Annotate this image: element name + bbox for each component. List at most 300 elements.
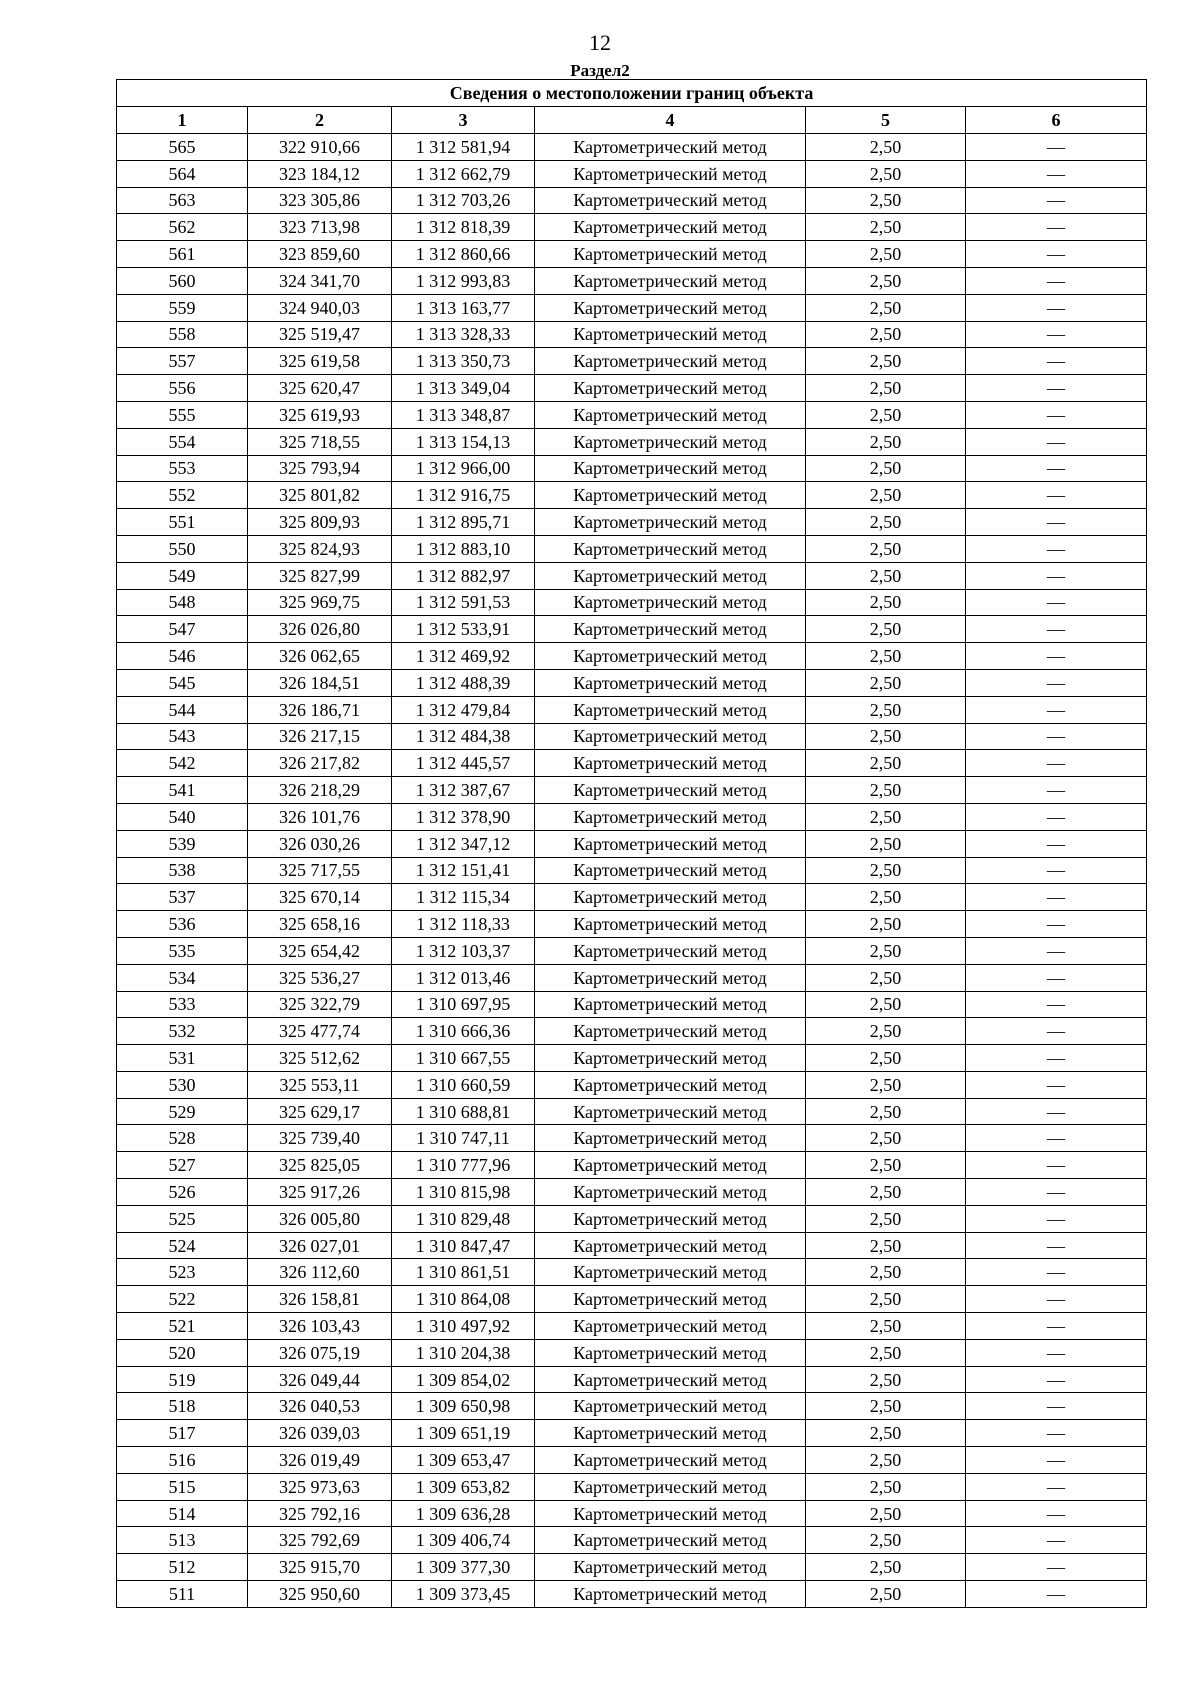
x-coordinate-cell: 324 341,70 xyxy=(248,267,392,294)
method-cell: Картометрический метод xyxy=(535,187,806,214)
x-coordinate-cell: 326 184,51 xyxy=(248,669,392,696)
accuracy-cell: 2,50 xyxy=(806,535,966,562)
x-coordinate-cell: 325 536,27 xyxy=(248,964,392,991)
accuracy-cell: 2,50 xyxy=(806,1581,966,1608)
y-coordinate-cell: 1 312 882,97 xyxy=(392,562,535,589)
x-coordinate-cell: 325 322,79 xyxy=(248,991,392,1018)
description-cell: — xyxy=(966,321,1147,348)
point-number-cell: 558 xyxy=(117,321,248,348)
point-number-cell: 512 xyxy=(117,1554,248,1581)
description-cell: — xyxy=(966,1045,1147,1072)
accuracy-cell: 2,50 xyxy=(806,1098,966,1125)
x-coordinate-cell: 323 184,12 xyxy=(248,160,392,187)
description-cell: — xyxy=(966,134,1147,161)
method-cell: Картометрический метод xyxy=(535,1473,806,1500)
description-cell: — xyxy=(966,375,1147,402)
method-cell: Картометрический метод xyxy=(535,160,806,187)
y-coordinate-cell: 1 310 815,98 xyxy=(392,1179,535,1206)
method-cell: Картометрический метод xyxy=(535,1447,806,1474)
method-cell: Картометрический метод xyxy=(535,428,806,455)
point-number-cell: 521 xyxy=(117,1313,248,1340)
point-number-cell: 519 xyxy=(117,1366,248,1393)
description-cell: — xyxy=(966,401,1147,428)
point-number-cell: 544 xyxy=(117,696,248,723)
method-cell: Картометрический метод xyxy=(535,1393,806,1420)
description-cell: — xyxy=(966,1366,1147,1393)
method-cell: Картометрический метод xyxy=(535,750,806,777)
point-number-cell: 514 xyxy=(117,1500,248,1527)
accuracy-cell: 2,50 xyxy=(806,294,966,321)
method-cell: Картометрический метод xyxy=(535,857,806,884)
x-coordinate-cell: 326 040,53 xyxy=(248,1393,392,1420)
x-coordinate-cell: 325 553,11 xyxy=(248,1071,392,1098)
y-coordinate-cell: 1 312 469,92 xyxy=(392,643,535,670)
y-coordinate-cell: 1 312 484,38 xyxy=(392,723,535,750)
y-coordinate-cell: 1 310 829,48 xyxy=(392,1205,535,1232)
point-number-cell: 551 xyxy=(117,509,248,536)
x-coordinate-cell: 325 792,16 xyxy=(248,1500,392,1527)
table-row xyxy=(117,1045,1147,1072)
accuracy-cell: 2,50 xyxy=(806,1179,966,1206)
description-cell: — xyxy=(966,1232,1147,1259)
point-number-cell: 536 xyxy=(117,911,248,938)
coordinates-table xyxy=(116,79,1147,1608)
description-cell: — xyxy=(966,160,1147,187)
accuracy-cell: 2,50 xyxy=(806,401,966,428)
point-number-cell: 550 xyxy=(117,535,248,562)
table-row xyxy=(117,509,1147,536)
description-cell: — xyxy=(966,1018,1147,1045)
y-coordinate-cell: 1 312 479,84 xyxy=(392,696,535,723)
y-coordinate-cell: 1 309 636,28 xyxy=(392,1500,535,1527)
method-cell: Картометрический метод xyxy=(535,1286,806,1313)
accuracy-cell: 2,50 xyxy=(806,723,966,750)
accuracy-cell: 2,50 xyxy=(806,1018,966,1045)
method-cell: Картометрический метод xyxy=(535,589,806,616)
method-cell: Картометрический метод xyxy=(535,1500,806,1527)
x-coordinate-cell: 325 825,05 xyxy=(248,1152,392,1179)
accuracy-cell: 2,50 xyxy=(806,830,966,857)
y-coordinate-cell: 1 312 993,83 xyxy=(392,267,535,294)
description-cell: — xyxy=(966,1205,1147,1232)
accuracy-cell: 2,50 xyxy=(806,964,966,991)
y-coordinate-cell: 1 313 154,13 xyxy=(392,428,535,455)
description-cell: — xyxy=(966,509,1147,536)
table-row xyxy=(117,696,1147,723)
method-cell: Картометрический метод xyxy=(535,375,806,402)
point-number-cell: 524 xyxy=(117,1232,248,1259)
y-coordinate-cell: 1 309 653,82 xyxy=(392,1473,535,1500)
table-row xyxy=(117,857,1147,884)
x-coordinate-cell: 324 940,03 xyxy=(248,294,392,321)
accuracy-cell: 2,50 xyxy=(806,589,966,616)
x-coordinate-cell: 325 629,17 xyxy=(248,1098,392,1125)
y-coordinate-cell: 1 312 151,41 xyxy=(392,857,535,884)
point-number-cell: 531 xyxy=(117,1045,248,1072)
point-number-cell: 561 xyxy=(117,241,248,268)
description-cell: — xyxy=(966,777,1147,804)
x-coordinate-cell: 325 658,16 xyxy=(248,911,392,938)
method-cell: Картометрический метод xyxy=(535,1420,806,1447)
description-cell: — xyxy=(966,616,1147,643)
point-number-cell: 511 xyxy=(117,1581,248,1608)
accuracy-cell: 2,50 xyxy=(806,643,966,670)
point-number-cell: 532 xyxy=(117,1018,248,1045)
accuracy-cell: 2,50 xyxy=(806,1232,966,1259)
description-cell: — xyxy=(966,241,1147,268)
table-row xyxy=(117,294,1147,321)
description-cell: — xyxy=(966,428,1147,455)
accuracy-cell: 2,50 xyxy=(806,267,966,294)
point-number-cell: 565 xyxy=(117,134,248,161)
table-row xyxy=(117,750,1147,777)
y-coordinate-cell: 1 313 350,73 xyxy=(392,348,535,375)
point-number-cell: 534 xyxy=(117,964,248,991)
accuracy-cell: 2,50 xyxy=(806,803,966,830)
x-coordinate-cell: 325 512,62 xyxy=(248,1045,392,1072)
description-cell: — xyxy=(966,1393,1147,1420)
x-coordinate-cell: 325 619,58 xyxy=(248,348,392,375)
x-coordinate-cell: 326 039,03 xyxy=(248,1420,392,1447)
x-coordinate-cell: 326 158,81 xyxy=(248,1286,392,1313)
point-number-cell: 563 xyxy=(117,187,248,214)
point-number-cell: 564 xyxy=(117,160,248,187)
accuracy-cell: 2,50 xyxy=(806,455,966,482)
description-cell: — xyxy=(966,187,1147,214)
table-row xyxy=(117,535,1147,562)
accuracy-cell: 2,50 xyxy=(806,1447,966,1474)
method-cell: Картометрический метод xyxy=(535,991,806,1018)
x-coordinate-cell: 325 519,47 xyxy=(248,321,392,348)
accuracy-cell: 2,50 xyxy=(806,1286,966,1313)
point-number-cell: 557 xyxy=(117,348,248,375)
table-row xyxy=(117,884,1147,911)
method-cell: Картометрический метод xyxy=(535,1527,806,1554)
table-row xyxy=(117,1205,1147,1232)
description-cell: — xyxy=(966,1500,1147,1527)
y-coordinate-cell: 1 310 688,81 xyxy=(392,1098,535,1125)
description-cell: — xyxy=(966,562,1147,589)
point-number-cell: 538 xyxy=(117,857,248,884)
point-number-cell: 546 xyxy=(117,643,248,670)
description-cell: — xyxy=(966,294,1147,321)
y-coordinate-cell: 1 309 377,30 xyxy=(392,1554,535,1581)
table-row xyxy=(117,1098,1147,1125)
description-cell: — xyxy=(966,1286,1147,1313)
table-row xyxy=(117,1259,1147,1286)
x-coordinate-cell: 326 218,29 xyxy=(248,777,392,804)
accuracy-cell: 2,50 xyxy=(806,509,966,536)
description-cell: — xyxy=(966,991,1147,1018)
method-cell: Картометрический метод xyxy=(535,1554,806,1581)
table-row xyxy=(117,643,1147,670)
method-cell: Картометрический метод xyxy=(535,1071,806,1098)
method-cell: Картометрический метод xyxy=(535,1313,806,1340)
description-cell: — xyxy=(966,267,1147,294)
y-coordinate-cell: 1 312 445,57 xyxy=(392,750,535,777)
accuracy-cell: 2,50 xyxy=(806,1125,966,1152)
description-cell: — xyxy=(966,1259,1147,1286)
point-number-cell: 515 xyxy=(117,1473,248,1500)
method-cell: Картометрический метод xyxy=(535,294,806,321)
y-coordinate-cell: 1 312 581,94 xyxy=(392,134,535,161)
description-cell: — xyxy=(966,535,1147,562)
point-number-cell: 513 xyxy=(117,1527,248,1554)
method-cell: Картометрический метод xyxy=(535,1259,806,1286)
column-header-1: 1 xyxy=(117,107,248,134)
method-cell: Картометрический метод xyxy=(535,1152,806,1179)
table-row xyxy=(117,1232,1147,1259)
y-coordinate-cell: 1 309 406,74 xyxy=(392,1527,535,1554)
column-header-4: 4 xyxy=(535,107,806,134)
table-row xyxy=(117,589,1147,616)
method-cell: Картометрический метод xyxy=(535,535,806,562)
y-coordinate-cell: 1 312 118,33 xyxy=(392,911,535,938)
point-number-cell: 554 xyxy=(117,428,248,455)
x-coordinate-cell: 325 477,74 xyxy=(248,1018,392,1045)
accuracy-cell: 2,50 xyxy=(806,214,966,241)
method-cell: Картометрический метод xyxy=(535,723,806,750)
table-row xyxy=(117,375,1147,402)
method-cell: Картометрический метод xyxy=(535,348,806,375)
x-coordinate-cell: 326 075,19 xyxy=(248,1339,392,1366)
description-cell: — xyxy=(966,937,1147,964)
y-coordinate-cell: 1 309 651,19 xyxy=(392,1420,535,1447)
accuracy-cell: 2,50 xyxy=(806,428,966,455)
x-coordinate-cell: 323 713,98 xyxy=(248,214,392,241)
x-coordinate-cell: 325 670,14 xyxy=(248,884,392,911)
method-cell: Картометрический метод xyxy=(535,1232,806,1259)
description-cell: — xyxy=(966,884,1147,911)
method-cell: Картометрический метод xyxy=(535,1098,806,1125)
y-coordinate-cell: 1 310 666,36 xyxy=(392,1018,535,1045)
table-row xyxy=(117,1286,1147,1313)
table-row xyxy=(117,214,1147,241)
description-cell: — xyxy=(966,1152,1147,1179)
x-coordinate-cell: 325 827,99 xyxy=(248,562,392,589)
point-number-cell: 525 xyxy=(117,1205,248,1232)
accuracy-cell: 2,50 xyxy=(806,937,966,964)
accuracy-cell: 2,50 xyxy=(806,1339,966,1366)
description-cell: — xyxy=(966,1071,1147,1098)
y-coordinate-cell: 1 310 204,38 xyxy=(392,1339,535,1366)
description-cell: — xyxy=(966,455,1147,482)
method-cell: Картометрический метод xyxy=(535,482,806,509)
y-coordinate-cell: 1 312 347,12 xyxy=(392,830,535,857)
x-coordinate-cell: 326 027,01 xyxy=(248,1232,392,1259)
y-coordinate-cell: 1 312 895,71 xyxy=(392,509,535,536)
accuracy-cell: 2,50 xyxy=(806,1259,966,1286)
accuracy-cell: 2,50 xyxy=(806,241,966,268)
description-cell: — xyxy=(966,1313,1147,1340)
description-cell: — xyxy=(966,1554,1147,1581)
x-coordinate-cell: 325 620,47 xyxy=(248,375,392,402)
description-cell: — xyxy=(966,857,1147,884)
x-coordinate-cell: 323 305,86 xyxy=(248,187,392,214)
table-row xyxy=(117,482,1147,509)
x-coordinate-cell: 326 005,80 xyxy=(248,1205,392,1232)
y-coordinate-cell: 1 312 916,75 xyxy=(392,482,535,509)
accuracy-cell: 2,50 xyxy=(806,1152,966,1179)
accuracy-cell: 2,50 xyxy=(806,884,966,911)
table-row xyxy=(117,241,1147,268)
method-cell: Картометрический метод xyxy=(535,777,806,804)
x-coordinate-cell: 326 026,80 xyxy=(248,616,392,643)
table-row xyxy=(117,1152,1147,1179)
table-row xyxy=(117,1473,1147,1500)
accuracy-cell: 2,50 xyxy=(806,1313,966,1340)
method-cell: Картометрический метод xyxy=(535,1366,806,1393)
accuracy-cell: 2,50 xyxy=(806,482,966,509)
method-cell: Картометрический метод xyxy=(535,616,806,643)
method-cell: Картометрический метод xyxy=(535,696,806,723)
point-number-cell: 526 xyxy=(117,1179,248,1206)
accuracy-cell: 2,50 xyxy=(806,1500,966,1527)
point-number-cell: 539 xyxy=(117,830,248,857)
y-coordinate-cell: 1 313 163,77 xyxy=(392,294,535,321)
accuracy-cell: 2,50 xyxy=(806,1473,966,1500)
table-row xyxy=(117,830,1147,857)
accuracy-cell: 2,50 xyxy=(806,616,966,643)
y-coordinate-cell: 1 309 373,45 xyxy=(392,1581,535,1608)
method-cell: Картометрический метод xyxy=(535,1045,806,1072)
point-number-cell: 527 xyxy=(117,1152,248,1179)
y-coordinate-cell: 1 312 488,39 xyxy=(392,669,535,696)
point-number-cell: 559 xyxy=(117,294,248,321)
column-header-2: 2 xyxy=(248,107,392,134)
point-number-cell: 547 xyxy=(117,616,248,643)
table-row xyxy=(117,1500,1147,1527)
point-number-cell: 545 xyxy=(117,669,248,696)
description-cell: — xyxy=(966,964,1147,991)
y-coordinate-cell: 1 313 349,04 xyxy=(392,375,535,402)
table-row xyxy=(117,1125,1147,1152)
point-number-cell: 549 xyxy=(117,562,248,589)
point-number-cell: 555 xyxy=(117,401,248,428)
description-cell: — xyxy=(966,830,1147,857)
table-row xyxy=(117,1179,1147,1206)
table-row xyxy=(117,134,1147,161)
point-number-cell: 533 xyxy=(117,991,248,1018)
point-number-cell: 543 xyxy=(117,723,248,750)
accuracy-cell: 2,50 xyxy=(806,1045,966,1072)
y-coordinate-cell: 1 312 703,26 xyxy=(392,187,535,214)
table-row xyxy=(117,991,1147,1018)
method-cell: Картометрический метод xyxy=(535,321,806,348)
description-cell: — xyxy=(966,1125,1147,1152)
x-coordinate-cell: 325 619,93 xyxy=(248,401,392,428)
point-number-cell: 548 xyxy=(117,589,248,616)
description-cell: — xyxy=(966,643,1147,670)
description-cell: — xyxy=(966,1098,1147,1125)
method-cell: Картометрический метод xyxy=(535,911,806,938)
y-coordinate-cell: 1 310 747,11 xyxy=(392,1125,535,1152)
description-cell: — xyxy=(966,1447,1147,1474)
method-cell: Картометрический метод xyxy=(535,1339,806,1366)
x-coordinate-cell: 325 654,42 xyxy=(248,937,392,964)
method-cell: Картометрический метод xyxy=(535,1581,806,1608)
table-row xyxy=(117,428,1147,455)
x-coordinate-cell: 325 718,55 xyxy=(248,428,392,455)
method-cell: Картометрический метод xyxy=(535,214,806,241)
description-cell: — xyxy=(966,1179,1147,1206)
y-coordinate-cell: 1 312 860,66 xyxy=(392,241,535,268)
accuracy-cell: 2,50 xyxy=(806,134,966,161)
x-coordinate-cell: 325 809,93 xyxy=(248,509,392,536)
method-cell: Картометрический метод xyxy=(535,134,806,161)
column-header-row xyxy=(117,107,1147,134)
accuracy-cell: 2,50 xyxy=(806,187,966,214)
description-cell: — xyxy=(966,696,1147,723)
y-coordinate-cell: 1 312 966,00 xyxy=(392,455,535,482)
accuracy-cell: 2,50 xyxy=(806,321,966,348)
accuracy-cell: 2,50 xyxy=(806,562,966,589)
method-cell: Картометрический метод xyxy=(535,267,806,294)
accuracy-cell: 2,50 xyxy=(806,1527,966,1554)
x-coordinate-cell: 325 973,63 xyxy=(248,1473,392,1500)
accuracy-cell: 2,50 xyxy=(806,1205,966,1232)
point-number-cell: 530 xyxy=(117,1071,248,1098)
x-coordinate-cell: 325 792,69 xyxy=(248,1527,392,1554)
table-row xyxy=(117,1554,1147,1581)
y-coordinate-cell: 1 312 818,39 xyxy=(392,214,535,241)
method-cell: Картометрический метод xyxy=(535,401,806,428)
point-number-cell: 562 xyxy=(117,214,248,241)
description-cell: — xyxy=(966,723,1147,750)
table-row xyxy=(117,1366,1147,1393)
table-row xyxy=(117,911,1147,938)
point-number-cell: 518 xyxy=(117,1393,248,1420)
point-number-cell: 542 xyxy=(117,750,248,777)
description-cell: — xyxy=(966,750,1147,777)
x-coordinate-cell: 326 062,65 xyxy=(248,643,392,670)
y-coordinate-cell: 1 312 115,34 xyxy=(392,884,535,911)
table-row xyxy=(117,267,1147,294)
x-coordinate-cell: 325 793,94 xyxy=(248,455,392,482)
x-coordinate-cell: 325 801,82 xyxy=(248,482,392,509)
method-cell: Картометрический метод xyxy=(535,1205,806,1232)
method-cell: Картометрический метод xyxy=(535,830,806,857)
table-row xyxy=(117,803,1147,830)
x-coordinate-cell: 325 969,75 xyxy=(248,589,392,616)
x-coordinate-cell: 326 049,44 xyxy=(248,1366,392,1393)
point-number-cell: 552 xyxy=(117,482,248,509)
method-cell: Картометрический метод xyxy=(535,241,806,268)
table-row xyxy=(117,1581,1147,1608)
description-cell: — xyxy=(966,348,1147,375)
table-row xyxy=(117,401,1147,428)
accuracy-cell: 2,50 xyxy=(806,1393,966,1420)
table-row xyxy=(117,616,1147,643)
table-row xyxy=(117,1420,1147,1447)
method-cell: Картометрический метод xyxy=(535,803,806,830)
y-coordinate-cell: 1 312 387,67 xyxy=(392,777,535,804)
x-coordinate-cell: 326 101,76 xyxy=(248,803,392,830)
y-coordinate-cell: 1 313 348,87 xyxy=(392,401,535,428)
y-coordinate-cell: 1 310 847,47 xyxy=(392,1232,535,1259)
x-coordinate-cell: 323 859,60 xyxy=(248,241,392,268)
y-coordinate-cell: 1 309 650,98 xyxy=(392,1393,535,1420)
table-row xyxy=(117,1527,1147,1554)
table-row xyxy=(117,937,1147,964)
table-row xyxy=(117,321,1147,348)
x-coordinate-cell: 326 217,82 xyxy=(248,750,392,777)
description-cell: — xyxy=(966,911,1147,938)
x-coordinate-cell: 325 739,40 xyxy=(248,1125,392,1152)
accuracy-cell: 2,50 xyxy=(806,1071,966,1098)
accuracy-cell: 2,50 xyxy=(806,750,966,777)
x-coordinate-cell: 325 717,55 xyxy=(248,857,392,884)
